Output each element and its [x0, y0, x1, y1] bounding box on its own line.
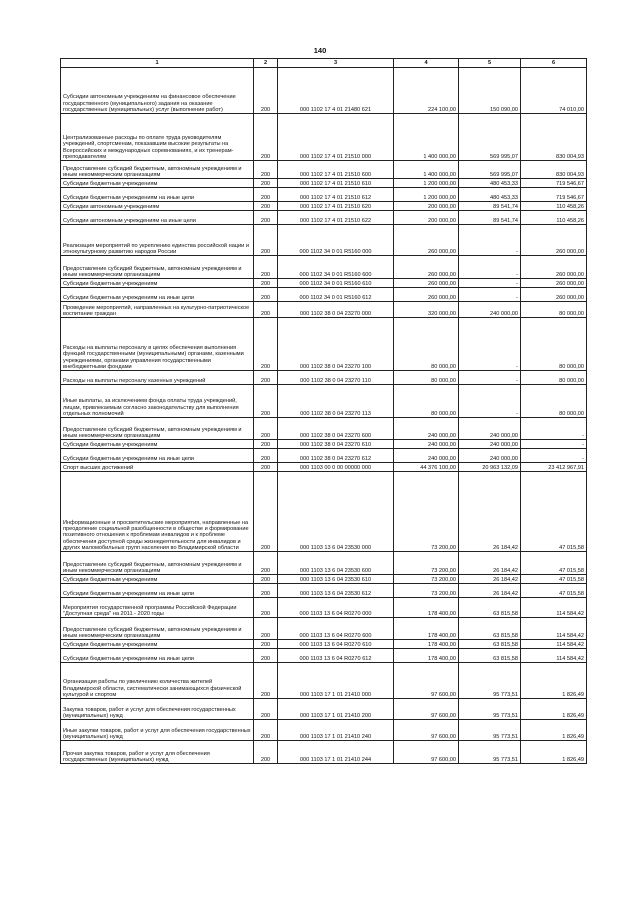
row-line-code: 200	[254, 279, 278, 288]
row-name: Информационные и просветительские мероприятия, направленные на преодоление социальной разобщенности в обществе и формирование позитивного отношения к проблемам инвалидов и к проблеме обеспечения доступной среды жизнедеятельности для инвалидов и других маломобильных групп населения во Владимирской области	[61, 472, 254, 552]
row-executed-amount: 89 541,74	[459, 211, 521, 225]
row-budget-code: 000 1102 17 4 01 21510 620	[278, 202, 394, 211]
row-remaining-amount: 80 000,00	[521, 302, 587, 318]
row-line-code: 200	[254, 663, 278, 699]
row-name: Субсидии бюджетным учреждениям на иные цели	[61, 584, 254, 598]
row-executed-amount: 95 773,51	[459, 720, 521, 741]
row-executed-amount: 480 453,33	[459, 188, 521, 202]
row-remaining-amount: 830 004,93	[521, 114, 587, 161]
table-row	[61, 649, 587, 663]
table-row	[61, 225, 587, 256]
row-name: Предоставление субсидий бюджетным, автономным учреждениям и иным некоммерческим организациям	[61, 618, 254, 640]
row-name: Субсидии бюджетным учреждениям	[61, 440, 254, 449]
row-name: Предоставление субсидий бюджетным, автономным учреждениям и иным некоммерческим организациям	[61, 418, 254, 440]
row-budget-code: 000 1102 34 0 01 R5160 610	[278, 279, 394, 288]
row-approved-amount: 200 000,00	[394, 211, 459, 225]
row-name: Предоставление субсидий бюджетным, автономным учреждениям и иным некоммерческим организациям	[61, 256, 254, 279]
row-line-code: 200	[254, 161, 278, 179]
row-name: Организация работы по увеличению количества жителей Владимирской области, систематически занимающихся физической культурой и спортом	[61, 663, 254, 699]
row-remaining-amount: 1 826,49	[521, 699, 587, 720]
row-name: Предоставление субсидий бюджетным, автономным учреждениям и иным некоммерческим организациям	[61, 552, 254, 575]
column-header: 2	[254, 59, 278, 68]
row-budget-code: 000 1102 17 4 01 21510 622	[278, 211, 394, 225]
row-budget-code: 000 1103 17 1 01 21410 240	[278, 720, 394, 741]
row-budget-code: 000 1103 13 6 04 R0270 610	[278, 640, 394, 649]
row-budget-code: 000 1103 17 1 01 21410 244	[278, 741, 394, 764]
row-line-code: 200	[254, 288, 278, 302]
row-line-code: 200	[254, 584, 278, 598]
table-row	[61, 463, 587, 472]
table-row	[61, 552, 587, 575]
row-executed-amount: 63 815,58	[459, 618, 521, 640]
row-executed-amount: -	[459, 279, 521, 288]
row-remaining-amount: 260 000,00	[521, 288, 587, 302]
row-line-code: 200	[254, 552, 278, 575]
row-budget-code: 000 1102 38 0 04 23270 610	[278, 440, 394, 449]
row-name: Субсидии бюджетным учреждениям на иные цели	[61, 649, 254, 663]
row-budget-code: 000 1103 17 1 01 21410 200	[278, 699, 394, 720]
row-approved-amount: 1 200 000,00	[394, 179, 459, 188]
row-executed-amount: 569 995,07	[459, 161, 521, 179]
row-budget-code: 000 1103 13 6 04 23530 610	[278, 575, 394, 584]
row-approved-amount: 260 000,00	[394, 279, 459, 288]
column-header: 3	[278, 59, 394, 68]
row-remaining-amount: -	[521, 418, 587, 440]
table-row	[61, 161, 587, 179]
row-budget-code: 000 1102 34 0 01 R5160 612	[278, 288, 394, 302]
row-remaining-amount: 114 584,42	[521, 598, 587, 618]
row-executed-amount: 63 815,58	[459, 640, 521, 649]
row-budget-code: 000 1102 17 4 01 21480 621	[278, 68, 394, 114]
table-row	[61, 640, 587, 649]
row-budget-code: 000 1102 34 0 01 R5160 600	[278, 256, 394, 279]
row-approved-amount: 80 000,00	[394, 371, 459, 385]
row-line-code: 200	[254, 256, 278, 279]
row-approved-amount: 240 000,00	[394, 449, 459, 463]
row-remaining-amount: 114 584,42	[521, 640, 587, 649]
row-line-code: 200	[254, 640, 278, 649]
row-name: Предоставление субсидий бюджетным, автономным учреждениям и иным некоммерческим организациям	[61, 161, 254, 179]
row-name: Субсидии бюджетным учреждениям на иные цели	[61, 449, 254, 463]
row-budget-code: 000 1103 17 1 01 21410 000	[278, 663, 394, 699]
row-name: Спорт высших достижений	[61, 463, 254, 472]
table-row	[61, 371, 587, 385]
table-row	[61, 741, 587, 764]
row-budget-code: 000 1102 38 0 04 23270 100	[278, 318, 394, 371]
row-remaining-amount: 1 826,49	[521, 663, 587, 699]
row-remaining-amount: 47 015,58	[521, 575, 587, 584]
row-remaining-amount: 23 412 967,91	[521, 463, 587, 472]
row-remaining-amount: 110 458,26	[521, 202, 587, 211]
row-approved-amount: 1 400 000,00	[394, 161, 459, 179]
row-approved-amount: 178 400,00	[394, 618, 459, 640]
row-approved-amount: 178 400,00	[394, 598, 459, 618]
row-line-code: 200	[254, 720, 278, 741]
column-header: 5	[459, 59, 521, 68]
row-budget-code: 000 1102 38 0 04 23270 110	[278, 371, 394, 385]
row-executed-amount: 63 815,58	[459, 598, 521, 618]
row-executed-amount: -	[459, 225, 521, 256]
row-line-code: 200	[254, 449, 278, 463]
row-line-code: 200	[254, 741, 278, 764]
table-row	[61, 440, 587, 449]
row-name: Субсидии бюджетным учреждениям	[61, 640, 254, 649]
row-budget-code: 000 1102 17 4 01 21510 600	[278, 161, 394, 179]
row-executed-amount: 95 773,51	[459, 741, 521, 764]
row-approved-amount: 260 000,00	[394, 288, 459, 302]
row-approved-amount: 97 600,00	[394, 699, 459, 720]
row-remaining-amount: 80 000,00	[521, 318, 587, 371]
row-remaining-amount: 1 826,49	[521, 741, 587, 764]
table-row	[61, 188, 587, 202]
row-approved-amount: 178 400,00	[394, 649, 459, 663]
table-row	[61, 68, 587, 114]
row-approved-amount: 240 000,00	[394, 418, 459, 440]
row-remaining-amount: 830 004,93	[521, 161, 587, 179]
row-name: Закупка товаров, работ и услуг для обеспечения государственных (муниципальных) нужд	[61, 699, 254, 720]
column-header: 1	[61, 59, 254, 68]
row-line-code: 200	[254, 371, 278, 385]
table-row	[61, 598, 587, 618]
row-remaining-amount: 74 010,00	[521, 68, 587, 114]
row-line-code: 200	[254, 68, 278, 114]
row-approved-amount: 1 400 000,00	[394, 114, 459, 161]
row-line-code: 200	[254, 418, 278, 440]
column-header: 6	[521, 59, 587, 68]
row-name: Субсидии бюджетным учреждениям	[61, 279, 254, 288]
row-executed-amount: 95 773,51	[459, 699, 521, 720]
row-remaining-amount: 110 458,26	[521, 211, 587, 225]
row-budget-code: 000 1103 13 6 04 23530 600	[278, 552, 394, 575]
row-executed-amount: -	[459, 371, 521, 385]
row-line-code: 200	[254, 699, 278, 720]
row-budget-code: 000 1102 17 4 01 21510 610	[278, 179, 394, 188]
row-executed-amount: 26 184,42	[459, 472, 521, 552]
row-approved-amount: 73 200,00	[394, 552, 459, 575]
row-approved-amount: 97 600,00	[394, 663, 459, 699]
row-name: Субсидии бюджетным учреждениям на иные цели	[61, 288, 254, 302]
row-remaining-amount: 80 000,00	[521, 385, 587, 418]
table-row	[61, 202, 587, 211]
table-row	[61, 318, 587, 371]
row-approved-amount: 44 376 100,00	[394, 463, 459, 472]
row-line-code: 200	[254, 225, 278, 256]
row-name: Иные выплаты, за исключением фонда оплаты труда учреждений, лицам, привлекаемым согласно законодательству для выполнения отдельных полномочий	[61, 385, 254, 418]
row-executed-amount: 480 453,33	[459, 179, 521, 188]
row-name: Реализация мероприятий по укреплению единства российской нации и этнокультурному развитию народов России	[61, 225, 254, 256]
table-row	[61, 211, 587, 225]
row-line-code: 200	[254, 440, 278, 449]
row-name: Субсидии бюджетным учреждениям	[61, 179, 254, 188]
row-executed-amount: 89 541,74	[459, 202, 521, 211]
row-budget-code: 000 1103 13 6 04 R0270 000	[278, 598, 394, 618]
row-approved-amount: 73 200,00	[394, 472, 459, 552]
row-executed-amount: -	[459, 256, 521, 279]
column-header: 4	[394, 59, 459, 68]
table-row	[61, 114, 587, 161]
row-approved-amount: 1 200 000,00	[394, 188, 459, 202]
row-approved-amount: 200 000,00	[394, 202, 459, 211]
row-remaining-amount: 260 000,00	[521, 279, 587, 288]
row-line-code: 200	[254, 385, 278, 418]
row-name: Проведение мероприятий, направленных на культурно-патриотическое воспитание граждан	[61, 302, 254, 318]
row-executed-amount: -	[459, 318, 521, 371]
table-header-row	[61, 59, 587, 68]
row-approved-amount: 80 000,00	[394, 385, 459, 418]
row-executed-amount: -	[459, 385, 521, 418]
page-number: 140	[313, 46, 327, 55]
table-row	[61, 472, 587, 552]
row-remaining-amount: 1 826,49	[521, 720, 587, 741]
row-budget-code: 000 1103 13 6 04 23530 000	[278, 472, 394, 552]
row-executed-amount: 240 000,00	[459, 440, 521, 449]
row-line-code: 200	[254, 114, 278, 161]
table-row	[61, 575, 587, 584]
row-line-code: 200	[254, 463, 278, 472]
row-budget-code: 000 1102 38 0 04 23270 000	[278, 302, 394, 318]
row-approved-amount: 240 000,00	[394, 440, 459, 449]
row-name: Расходы на выплаты персоналу казенных учреждений	[61, 371, 254, 385]
row-remaining-amount: -	[521, 449, 587, 463]
row-name: Субсидии автономным учреждениям на финансовое обеспечение государственного (муниципального) задания на оказание государственных (муниципальных) услуг (выполнение работ)	[61, 68, 254, 114]
row-executed-amount: 63 815,58	[459, 649, 521, 663]
row-executed-amount: 95 773,51	[459, 663, 521, 699]
row-remaining-amount: -	[521, 440, 587, 449]
row-budget-code: 000 1102 38 0 04 23270 113	[278, 385, 394, 418]
row-line-code: 200	[254, 472, 278, 552]
row-line-code: 200	[254, 618, 278, 640]
table-row	[61, 663, 587, 699]
row-budget-code: 000 1103 13 6 04 R0270 612	[278, 649, 394, 663]
row-name: Иные закупки товаров, работ и услуг для обеспечения государственных (муниципальных) нужд	[61, 720, 254, 741]
row-remaining-amount: 114 584,42	[521, 618, 587, 640]
row-approved-amount: 80 000,00	[394, 318, 459, 371]
row-budget-code: 000 1102 17 4 01 21510 000	[278, 114, 394, 161]
row-line-code: 200	[254, 202, 278, 211]
table-row	[61, 699, 587, 720]
row-name: Централизованные расходы по оплате труда руководителям учреждений, спортсменам, показавшим высокие результаты на Всероссийских и международных соревнованиях, и их тренерам-преподавателям	[61, 114, 254, 161]
table-row	[61, 385, 587, 418]
table-row	[61, 720, 587, 741]
row-executed-amount: 240 000,00	[459, 302, 521, 318]
row-line-code: 200	[254, 598, 278, 618]
row-executed-amount: 20 963 132,09	[459, 463, 521, 472]
row-budget-code: 000 1102 38 0 04 23270 612	[278, 449, 394, 463]
row-line-code: 200	[254, 211, 278, 225]
row-executed-amount: 150 090,00	[459, 68, 521, 114]
row-approved-amount: 73 200,00	[394, 584, 459, 598]
row-name: Субсидии бюджетным учреждениям на иные цели	[61, 188, 254, 202]
row-name: Прочая закупка товаров, работ и услуг для обеспечения государственных (муниципальных) нужд	[61, 741, 254, 764]
row-approved-amount: 320 000,00	[394, 302, 459, 318]
row-budget-code: 000 1102 17 4 01 21510 612	[278, 188, 394, 202]
row-remaining-amount: 114 584,42	[521, 649, 587, 663]
row-approved-amount: 73 200,00	[394, 575, 459, 584]
table-row	[61, 256, 587, 279]
table-row	[61, 279, 587, 288]
row-line-code: 200	[254, 318, 278, 371]
row-remaining-amount: 47 015,58	[521, 584, 587, 598]
row-approved-amount: 224 100,00	[394, 68, 459, 114]
row-line-code: 200	[254, 575, 278, 584]
row-executed-amount: 240 000,00	[459, 449, 521, 463]
row-executed-amount: 26 184,42	[459, 575, 521, 584]
table-row	[61, 618, 587, 640]
row-executed-amount: 26 184,42	[459, 584, 521, 598]
row-remaining-amount: 719 546,67	[521, 179, 587, 188]
row-executed-amount: 26 184,42	[459, 552, 521, 575]
row-budget-code: 000 1102 34 0 01 R5160 000	[278, 225, 394, 256]
row-line-code: 200	[254, 302, 278, 318]
row-name: Субсидии бюджетным учреждениям	[61, 575, 254, 584]
row-executed-amount: 569 995,07	[459, 114, 521, 161]
table-row	[61, 449, 587, 463]
row-executed-amount: -	[459, 288, 521, 302]
row-budget-code: 000 1103 13 6 04 R0270 600	[278, 618, 394, 640]
row-name: Мероприятия государственной программы Российской Федерации "Доступная среда" на 2011 - 2020 годы	[61, 598, 254, 618]
row-budget-code: 000 1103 00 0 00 00000 000	[278, 463, 394, 472]
row-executed-amount: 240 000,00	[459, 418, 521, 440]
budget-table	[60, 58, 587, 764]
row-approved-amount: 260 000,00	[394, 225, 459, 256]
table-row	[61, 418, 587, 440]
row-remaining-amount: 80 000,00	[521, 371, 587, 385]
row-line-code: 200	[254, 179, 278, 188]
row-name: Субсидии автономным учреждениям	[61, 202, 254, 211]
row-remaining-amount: 719 546,67	[521, 188, 587, 202]
row-remaining-amount: 47 015,58	[521, 472, 587, 552]
table-row	[61, 288, 587, 302]
row-remaining-amount: 260 000,00	[521, 225, 587, 256]
row-approved-amount: 260 000,00	[394, 256, 459, 279]
row-approved-amount: 97 600,00	[394, 741, 459, 764]
row-budget-code: 000 1102 38 0 04 23270 600	[278, 418, 394, 440]
row-line-code: 200	[254, 188, 278, 202]
row-budget-code: 000 1103 13 6 04 23530 612	[278, 584, 394, 598]
table-row	[61, 179, 587, 188]
row-name: Расходы на выплаты персоналу в целях обеспечения выполнения функций государственными (муниципальными) органами, казенными учреждениями, органами управления государственными внебюджетными фондами	[61, 318, 254, 371]
table-row	[61, 302, 587, 318]
table-row	[61, 584, 587, 598]
row-line-code: 200	[254, 649, 278, 663]
row-approved-amount: 178 400,00	[394, 640, 459, 649]
row-remaining-amount: 47 015,58	[521, 552, 587, 575]
row-approved-amount: 97 600,00	[394, 720, 459, 741]
row-name: Субсидии автономным учреждениям на иные цели	[61, 211, 254, 225]
row-remaining-amount: 260 000,00	[521, 256, 587, 279]
